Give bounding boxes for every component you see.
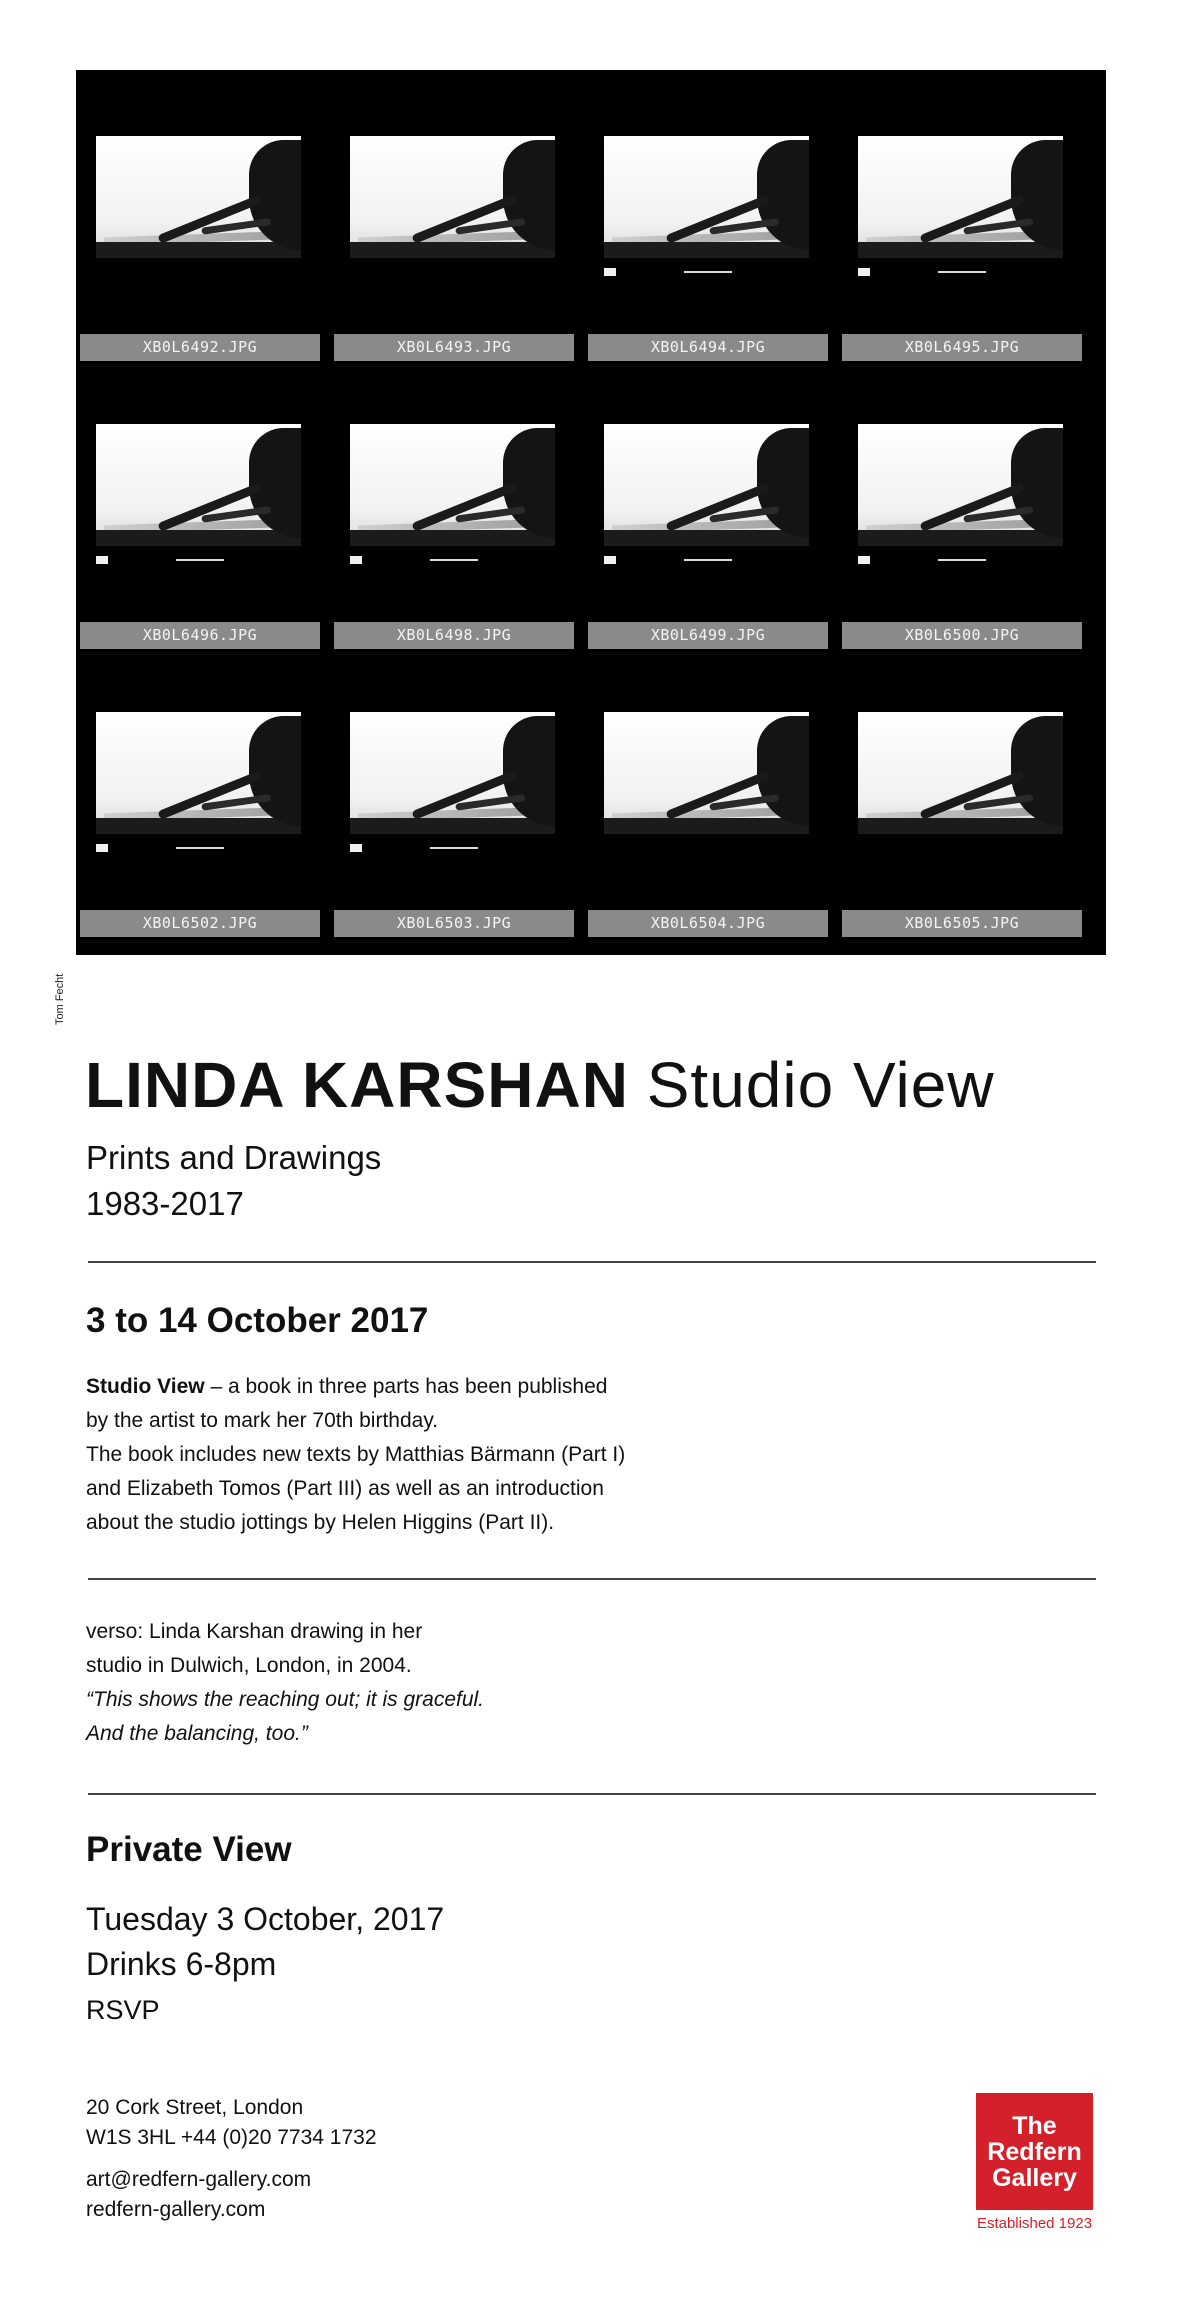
desc-line: The book includes new texts by Matthias Bärmann (Part I) <box>86 1443 626 1466</box>
book-description <box>86 1370 726 1540</box>
gallery-address <box>86 2093 586 2153</box>
contact-sheet <box>76 70 1106 955</box>
exhibition-title <box>85 1045 995 1125</box>
email-link[interactable]: art@redfern-gallery.com <box>86 2168 312 2191</box>
frame-label: XB0L6499.JPG <box>588 622 828 649</box>
private-view-date: Tuesday 3 October, 2017 <box>86 1901 445 1937</box>
private-view-drinks: Drinks 6-8pm <box>86 1946 277 1982</box>
frame-photo <box>858 712 1063 834</box>
established-text: Established 1923 <box>976 2215 1093 2232</box>
address-line-phone: W1S 3HL +44 (0)20 7734 1732 <box>86 2126 377 2149</box>
verso-line: studio in Dulwich, London, in 2004. <box>86 1654 412 1677</box>
frame-photo <box>604 424 809 546</box>
desc-line: by the artist to mark her 70th birthday. <box>86 1409 439 1432</box>
frame-marks <box>350 838 555 858</box>
frame-label: XB0L6502.JPG <box>80 910 320 937</box>
frame-photo <box>858 136 1063 258</box>
frame-cell <box>330 136 578 366</box>
frame-label: XB0L6500.JPG <box>842 622 1082 649</box>
book-title: Studio View <box>86 1375 205 1398</box>
verso-line: verso: Linda Karshan drawing in her <box>86 1620 423 1643</box>
frame-cell <box>838 136 1086 366</box>
artist-name: LINDA KARSHAN <box>85 1049 629 1121</box>
frame-cell <box>584 424 832 654</box>
desc-line: and Elizabeth Tomos (Part III) as well as an introduction <box>86 1477 604 1500</box>
show-title: Studio View <box>646 1049 995 1121</box>
exhibition-subtitle <box>86 1135 381 1227</box>
subtitle-line: Prints and Drawings <box>86 1139 382 1176</box>
frame-marks <box>604 262 809 282</box>
frame-label: XB0L6495.JPG <box>842 334 1082 361</box>
frame-cell <box>584 712 832 942</box>
address-line: 20 Cork Street, London <box>86 2096 304 2119</box>
frame-label: XB0L6492.JPG <box>80 334 320 361</box>
frame-cell <box>330 424 578 654</box>
logo-line: Gallery <box>992 2163 1077 2192</box>
frame-cell <box>76 712 324 942</box>
frame-photo <box>858 424 1063 546</box>
desc-line <box>86 1370 726 1404</box>
frame-label: XB0L6498.JPG <box>334 622 574 649</box>
frame-label: XB0L6504.JPG <box>588 910 828 937</box>
divider <box>88 1578 1096 1580</box>
frame-cell <box>838 424 1086 654</box>
frame-photo <box>96 712 301 834</box>
frame-label: XB0L6496.JPG <box>80 622 320 649</box>
frame-photo <box>350 712 555 834</box>
frame-label: XB0L6493.JPG <box>334 334 574 361</box>
logo-line: Redfern <box>987 2137 1082 2166</box>
frame-marks <box>96 550 301 570</box>
frame-photo <box>96 424 301 546</box>
frame-marks <box>350 550 555 570</box>
exhibition-dates: 3 to 14 October 2017 <box>86 1301 429 1340</box>
frame-photo <box>350 136 555 258</box>
desc-line: about the studio jottings by Helen Higgins (Part II). <box>86 1511 555 1534</box>
frame-marks <box>96 838 301 858</box>
frame-photo <box>604 136 809 258</box>
gallery-contact <box>86 2165 586 2225</box>
frame-marks <box>858 550 1063 570</box>
divider <box>88 1793 1096 1795</box>
subtitle-years: 1983-2017 <box>86 1185 244 1222</box>
desc-line-rest: – a book in three parts has been published <box>204 1375 608 1398</box>
photo-credit: Tom Fecht <box>54 973 66 1025</box>
frame-label: XB0L6494.JPG <box>588 334 828 361</box>
website-link[interactable]: redfern-gallery.com <box>86 2198 266 2221</box>
private-view-heading: Private View <box>86 1830 292 1869</box>
logo-line: The <box>1012 2111 1057 2140</box>
verso-quote: And the balancing, too.” <box>86 1722 308 1745</box>
frame-cell <box>838 712 1086 942</box>
frame-photo <box>604 712 809 834</box>
verso-caption <box>86 1615 706 1751</box>
redfern-gallery-logo <box>976 2093 1093 2210</box>
frame-label: XB0L6503.JPG <box>334 910 574 937</box>
frame-photo <box>350 424 555 546</box>
frame-cell <box>76 136 324 366</box>
frame-cell <box>584 136 832 366</box>
frame-cell <box>330 712 578 942</box>
frame-marks <box>858 262 1063 282</box>
frame-marks <box>604 550 809 570</box>
frame-photo <box>96 136 301 258</box>
verso-quote: “This shows the reaching out; it is graceful. <box>86 1688 485 1711</box>
rsvp-text: RSVP <box>86 1995 160 2025</box>
frame-label: XB0L6505.JPG <box>842 910 1082 937</box>
divider <box>88 1261 1096 1263</box>
frame-cell <box>76 424 324 654</box>
